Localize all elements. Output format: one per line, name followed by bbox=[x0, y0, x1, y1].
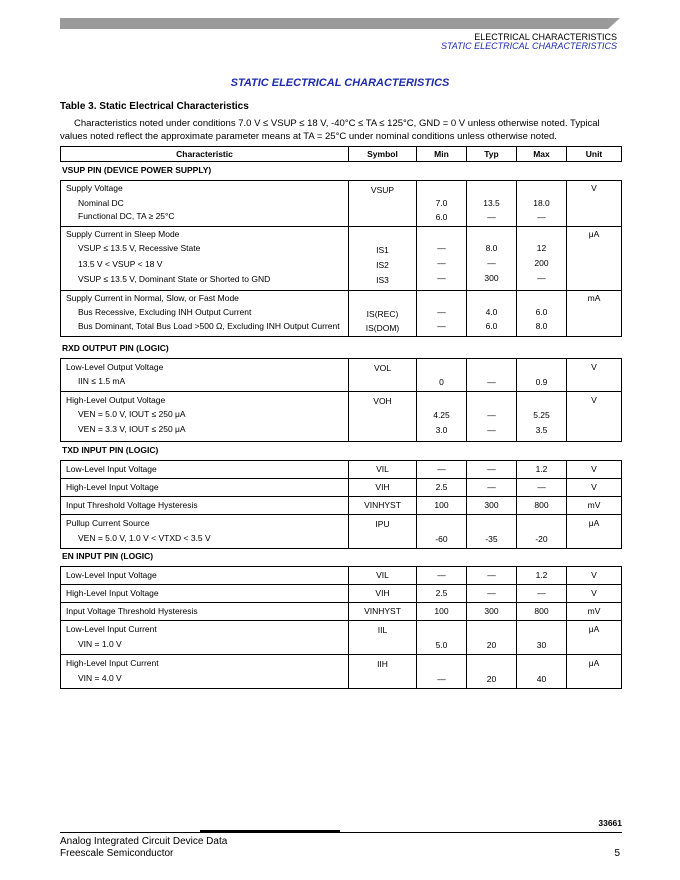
typ-value: 300 bbox=[484, 606, 499, 616]
section-en: EN INPUT PIN (LOGIC) bbox=[62, 551, 154, 561]
unit: μA bbox=[588, 624, 600, 634]
table-row bbox=[61, 227, 622, 291]
symbol: VSUP bbox=[370, 185, 395, 195]
min-value: 2.5 bbox=[435, 482, 448, 492]
table-row bbox=[61, 603, 622, 621]
symbol: IS(REC) bbox=[366, 309, 399, 319]
symbol: IS1 bbox=[376, 245, 389, 255]
table-row bbox=[61, 479, 622, 497]
symbol: IS(DOM) bbox=[365, 323, 400, 333]
symbol: IIH bbox=[377, 659, 388, 669]
max-value: 18.0 bbox=[533, 198, 550, 208]
typ-value: — bbox=[487, 482, 496, 492]
typ-value: -35 bbox=[485, 534, 498, 544]
symbol: VINHYST bbox=[364, 500, 401, 510]
row-label: High-Level Output Voltage bbox=[66, 395, 166, 405]
max-value: 200 bbox=[534, 258, 549, 268]
typ-value: — bbox=[487, 425, 496, 435]
unit: mV bbox=[587, 606, 601, 616]
table-txd bbox=[60, 460, 622, 549]
row-label: Input Threshold Voltage Hysteresis bbox=[66, 500, 198, 510]
table-row bbox=[61, 291, 622, 337]
min-value: — bbox=[437, 464, 446, 474]
row-condition: VEN = 5.0 V, IOUT ≤ 250 μA bbox=[78, 409, 186, 419]
symbol: VOL bbox=[373, 363, 391, 373]
typ-value: 20 bbox=[486, 640, 497, 650]
row-label: Supply Current in Normal, Slow, or Fast Mode bbox=[66, 293, 239, 303]
min-value: — bbox=[437, 570, 446, 580]
unit: mV bbox=[587, 500, 601, 510]
table-row bbox=[61, 392, 622, 442]
max-value: — bbox=[537, 273, 546, 283]
unit: μA bbox=[588, 658, 600, 668]
typ-value: — bbox=[487, 212, 496, 222]
typ-value: — bbox=[487, 588, 496, 598]
min-value: — bbox=[437, 307, 446, 317]
unit: μA bbox=[588, 229, 600, 239]
min-value: 2.5 bbox=[435, 588, 448, 598]
row-label: Low-Level Output Voltage bbox=[66, 362, 164, 372]
typ-value: 4.0 bbox=[485, 307, 498, 317]
row-label: Low-Level Input Voltage bbox=[66, 570, 157, 580]
symbol: IS2 bbox=[376, 260, 389, 270]
row-condition: VSUP ≤ 13.5 V, Recessive State bbox=[78, 243, 201, 253]
page-number: 5 bbox=[614, 848, 620, 859]
symbol: VIH bbox=[375, 482, 390, 492]
row-label: Supply Current in Sleep Mode bbox=[66, 229, 180, 239]
symbol: IPU bbox=[375, 519, 390, 529]
max-value: 0.9 bbox=[535, 377, 548, 387]
typ-value: 20 bbox=[486, 674, 497, 684]
row-condition: Nominal DC bbox=[78, 198, 124, 208]
table-rxd bbox=[60, 358, 622, 442]
unit: V bbox=[591, 588, 597, 598]
min-value: — bbox=[437, 674, 446, 684]
min-value: 5.0 bbox=[435, 640, 448, 650]
min-value: — bbox=[437, 243, 446, 253]
row-label: Low-Level Input Current bbox=[66, 624, 157, 634]
table-vsup bbox=[60, 180, 622, 337]
min-value: 3.0 bbox=[435, 425, 448, 435]
table-header bbox=[60, 146, 622, 162]
row-label: Low-Level Input Voltage bbox=[66, 464, 157, 474]
min-value: 7.0 bbox=[435, 198, 448, 208]
symbol: VIL bbox=[376, 464, 389, 474]
min-value: 6.0 bbox=[435, 212, 448, 222]
typ-value: — bbox=[487, 377, 496, 387]
unit: V bbox=[591, 395, 597, 405]
typ-value: — bbox=[487, 410, 496, 420]
max-value: 40 bbox=[536, 674, 547, 684]
page-title: STATIC ELECTRICAL CHARACTERISTICS bbox=[230, 77, 450, 89]
unit: V bbox=[591, 362, 597, 372]
row-label: High-Level Input Current bbox=[66, 658, 159, 668]
symbol: VINHYST bbox=[364, 606, 401, 616]
table-row bbox=[61, 359, 622, 392]
footer-line1: Analog Integrated Circuit Device Data bbox=[60, 836, 228, 847]
section-vsup: VSUP PIN (DEVICE POWER SUPPLY) bbox=[62, 165, 212, 175]
col-unit: Unit bbox=[567, 147, 622, 162]
row-condition: Bus Dominant, Total Bus Load >500 Ω, Excluding INH Output Current bbox=[78, 321, 340, 331]
max-value: 30 bbox=[536, 640, 547, 650]
max-value: 800 bbox=[534, 500, 549, 510]
max-value: 5.25 bbox=[533, 410, 550, 420]
section-txd: TXD INPUT PIN (LOGIC) bbox=[62, 445, 159, 455]
row-condition: VIN = 4.0 V bbox=[78, 673, 122, 683]
row-label: Pullup Current Source bbox=[66, 518, 150, 528]
min-value: — bbox=[437, 273, 446, 283]
typ-value: 13.5 bbox=[483, 198, 500, 208]
col-characteristic: Characteristic bbox=[61, 147, 349, 162]
table-row bbox=[61, 461, 622, 479]
header-subsection: STATIC ELECTRICAL CHARACTERISTICS bbox=[440, 41, 617, 51]
col-typ: Typ bbox=[467, 147, 517, 162]
min-value: 4.25 bbox=[433, 410, 450, 420]
min-value: — bbox=[437, 321, 446, 331]
max-value: 6.0 bbox=[535, 307, 548, 317]
row-condition: VIN = 1.0 V bbox=[78, 639, 122, 649]
typ-value: — bbox=[487, 464, 496, 474]
table-row bbox=[61, 621, 622, 655]
unit: V bbox=[591, 464, 597, 474]
unit: V bbox=[591, 570, 597, 580]
row-label: Supply Voltage bbox=[66, 183, 123, 193]
symbol: VIL bbox=[376, 570, 389, 580]
part-number: 33661 bbox=[598, 818, 622, 828]
typ-value: 300 bbox=[484, 273, 499, 283]
typ-value: — bbox=[487, 570, 496, 580]
min-value: 100 bbox=[434, 606, 449, 616]
min-value: 100 bbox=[434, 500, 449, 510]
max-value: — bbox=[537, 482, 546, 492]
symbol: IS3 bbox=[376, 275, 389, 285]
row-label: High-Level Input Voltage bbox=[66, 588, 159, 598]
footer-line2: Freescale Semiconductor bbox=[60, 848, 174, 859]
row-condition: Bus Recessive, Excluding INH Output Current bbox=[78, 307, 252, 317]
min-value: -60 bbox=[435, 534, 448, 544]
min-value: 0 bbox=[439, 377, 444, 387]
footer-rule bbox=[60, 832, 622, 833]
max-value: 12 bbox=[536, 243, 547, 253]
table-row bbox=[61, 515, 622, 549]
section-rxd: RXD OUTPUT PIN (LOGIC) bbox=[62, 343, 169, 353]
col-min: Min bbox=[417, 147, 467, 162]
col-max: Max bbox=[517, 147, 567, 162]
row-condition: IIN ≤ 1.5 mA bbox=[78, 376, 126, 386]
row-condition: Functional DC, TA ≥ 25°C bbox=[78, 211, 175, 221]
row-condition: VEN = 3.3 V, IOUT ≤ 250 μA bbox=[78, 424, 186, 434]
table-row bbox=[61, 497, 622, 515]
typ-value: — bbox=[487, 258, 496, 268]
symbol: VOH bbox=[373, 396, 392, 406]
typ-value: 6.0 bbox=[485, 321, 498, 331]
row-label: Input Voltage Threshold Hysteresis bbox=[66, 606, 198, 616]
typ-value: 8.0 bbox=[485, 243, 498, 253]
max-value: 1.2 bbox=[535, 464, 548, 474]
min-value: — bbox=[437, 258, 446, 268]
unit: mA bbox=[587, 293, 601, 303]
max-value: — bbox=[537, 212, 546, 222]
unit: μA bbox=[588, 518, 600, 528]
unit: V bbox=[591, 183, 597, 193]
table-row bbox=[61, 567, 622, 585]
max-value: 3.5 bbox=[535, 425, 548, 435]
table-en bbox=[60, 566, 622, 689]
row-condition: VEN = 5.0 V, 1.0 V < VTXD < 3.5 V bbox=[78, 533, 211, 543]
table-caption: Table 3. Static Electrical Characteristics bbox=[60, 101, 249, 112]
max-value: 800 bbox=[534, 606, 549, 616]
row-condition: VSUP ≤ 13.5 V, Dominant State or Shorted to GND bbox=[78, 274, 271, 284]
header-section: ELECTRICAL CHARACTERISTICS bbox=[474, 32, 617, 42]
header-bar bbox=[60, 18, 620, 29]
intro-text: Characteristics noted under conditions 7.0 V ≤ VSUP ≤ 18 V, -40°C ≤ TA ≤ 125°C, GND = 0 V unless otherwise noted. Typical values noted reflect the approximate parameter means at TA = 25°C under nominal conditions unless otherwise noted. bbox=[60, 118, 600, 142]
typ-value: 300 bbox=[484, 500, 499, 510]
symbol: VIH bbox=[375, 588, 390, 598]
max-value: 8.0 bbox=[535, 321, 548, 331]
table-row bbox=[61, 585, 622, 603]
col-symbol: Symbol bbox=[349, 147, 417, 162]
max-value: — bbox=[537, 588, 546, 598]
footer-rule-accent bbox=[200, 830, 340, 833]
max-value: -20 bbox=[535, 534, 548, 544]
table-row bbox=[61, 655, 622, 689]
table-row bbox=[61, 181, 622, 227]
symbol: IIL bbox=[377, 625, 388, 635]
unit: V bbox=[591, 482, 597, 492]
max-value: 1.2 bbox=[535, 570, 548, 580]
row-label: High-Level Input Voltage bbox=[66, 482, 159, 492]
row-condition: 13.5 V < VSUP < 18 V bbox=[78, 259, 163, 269]
